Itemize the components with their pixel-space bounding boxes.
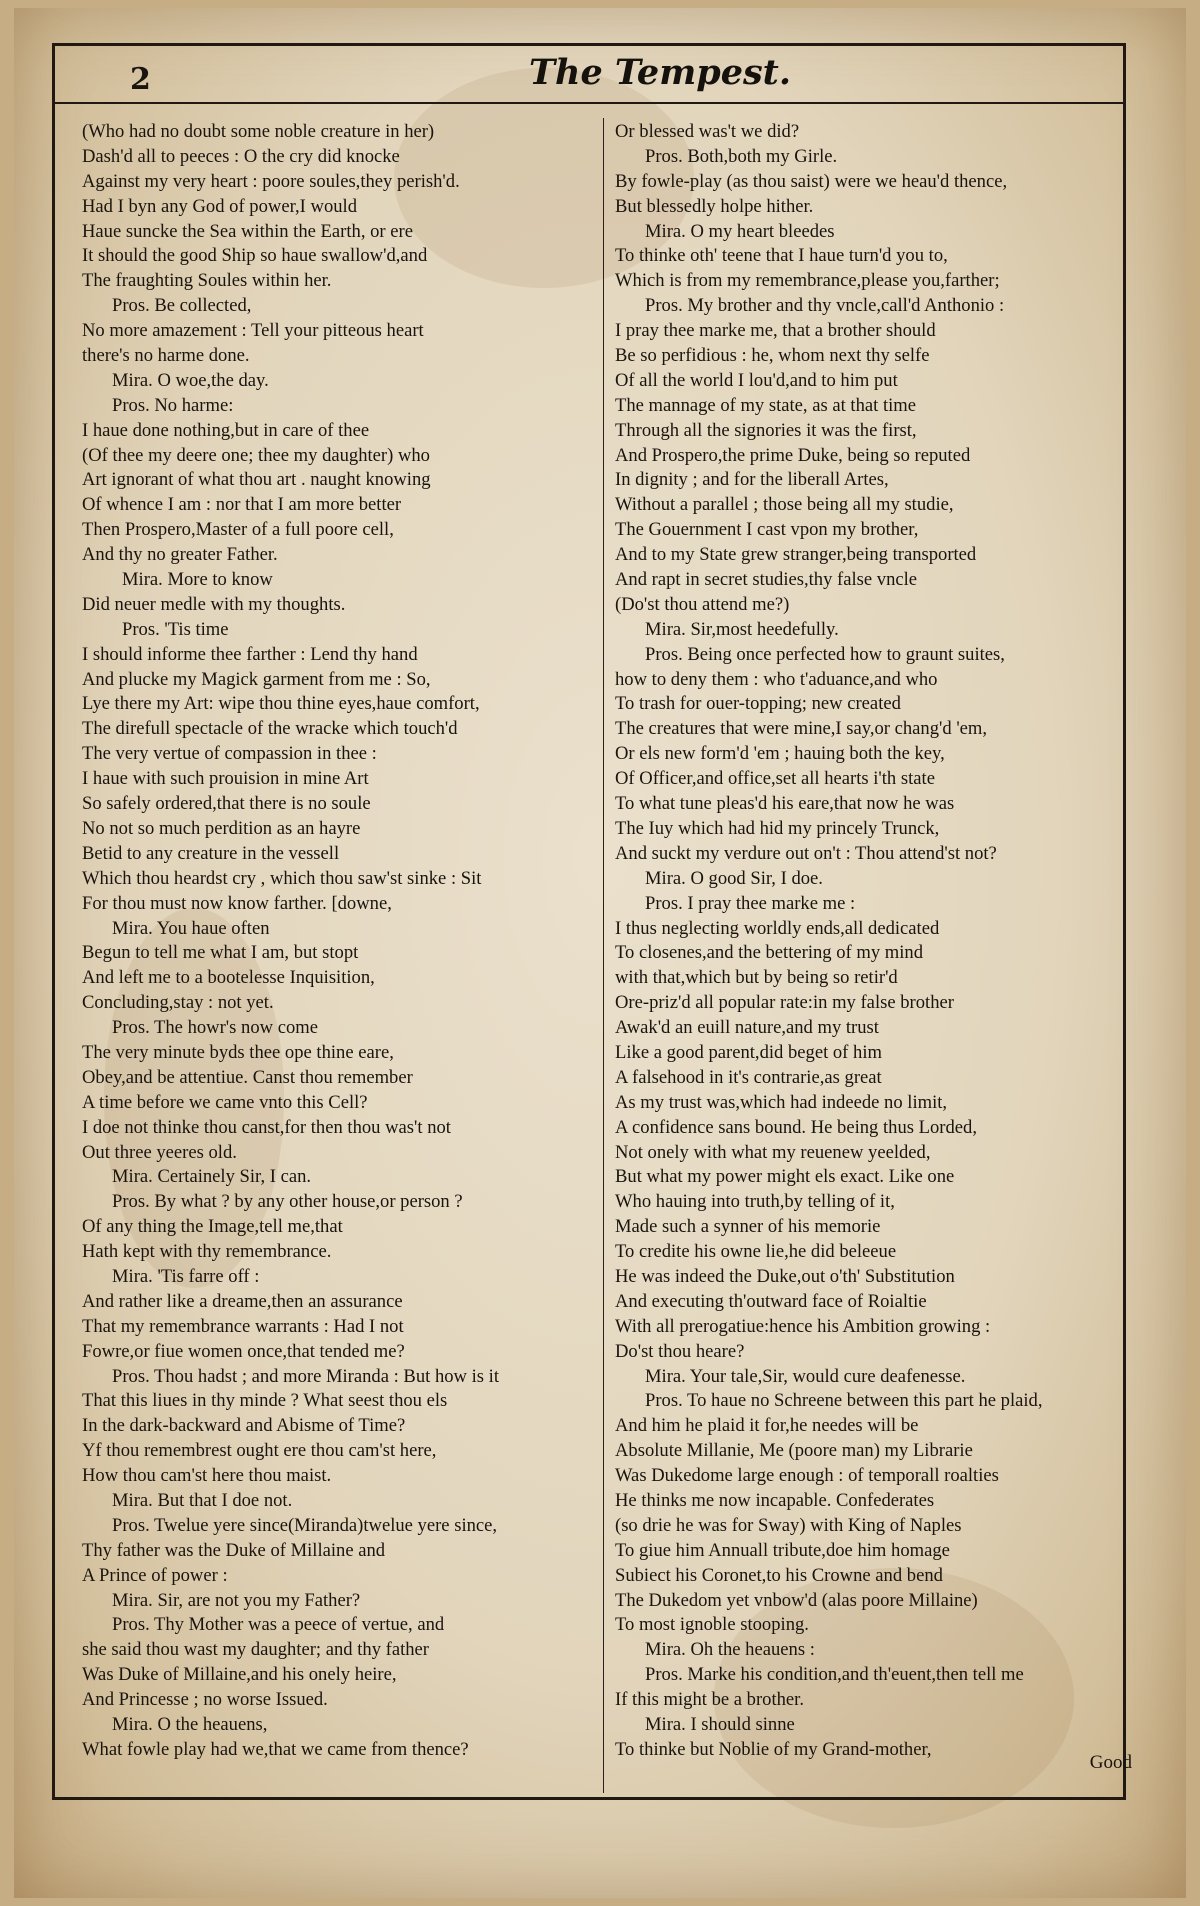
text-line: I doe not thinke thou canst,for then thou was't not bbox=[82, 1116, 451, 1138]
text-line: A Prince of power : bbox=[82, 1564, 228, 1586]
text-line: Pros. To haue no Schreene between this part he plaid, bbox=[645, 1390, 1043, 1412]
text-line: Not onely with what my reuenew yeelded, bbox=[615, 1141, 931, 1163]
text-line: how to deny them : who t'aduance,and who bbox=[615, 668, 938, 690]
text-line: The Gouernment I cast vpon my brother, bbox=[615, 519, 919, 541]
text-line: Was Dukedome large enough : of temporall roalties bbox=[615, 1465, 999, 1487]
text-line: Pros. No harme: bbox=[112, 394, 234, 416]
text-line: Who hauing into truth,by telling of it, bbox=[615, 1191, 895, 1213]
text-line: The creatures that were mine,I say,or chang'd 'em, bbox=[615, 718, 988, 740]
header-rule bbox=[52, 102, 1126, 104]
text-line: He thinks me now incapable. Confederates bbox=[615, 1489, 935, 1511]
text-line: Without a parallel ; those being all my studie, bbox=[615, 494, 954, 516]
text-line: Mira. O good Sir, I doe. bbox=[645, 867, 823, 889]
text-line: Was Duke of Millaine,and his onely heire, bbox=[82, 1664, 397, 1686]
text-line: there's no harme done. bbox=[82, 345, 250, 367]
text-line: with that,which but by being so retir'd bbox=[615, 967, 898, 989]
text-line: That my remembrance warrants : Had I not bbox=[82, 1315, 404, 1337]
text-line: Mira. But that I doe not. bbox=[112, 1489, 293, 1511]
text-line: Mira. 'Tis farre off : bbox=[112, 1265, 260, 1287]
text-line: Yf thou remembrest ought ere thou cam'st here, bbox=[82, 1440, 437, 1462]
text-line: And rather like a dreame,then an assurance bbox=[82, 1290, 403, 1312]
text-line: Pros. Being once perfected how to graunt suites, bbox=[645, 643, 1005, 665]
text-line: The fraughting Soules within her. bbox=[82, 270, 332, 292]
text-line: The mannage of my state, as at that time bbox=[615, 394, 917, 416]
text-line: Hath kept with thy remembrance. bbox=[82, 1241, 332, 1263]
text-line: And Prospero,the prime Duke, being so reputed bbox=[615, 444, 971, 466]
text-line: As my trust was,which had indeede no limit, bbox=[615, 1091, 948, 1113]
text-line: Of Officer,and office,set all hearts i'th state bbox=[615, 768, 935, 790]
text-line: Ore-priz'd all popular rate:in my false brother bbox=[615, 992, 954, 1014]
text-line: The very minute byds thee ope thine eare, bbox=[82, 1041, 394, 1063]
text-line: Pros. My brother and thy vncle,call'd Anthonio : bbox=[645, 295, 1005, 317]
text-line: Art ignorant of what thou art . naught knowing bbox=[82, 469, 431, 491]
text-line: Do'st thou heare? bbox=[615, 1340, 745, 1362]
left-column bbox=[82, 120, 607, 1763]
text-line: What fowle play had we,that we came from thence? bbox=[82, 1738, 469, 1760]
text-line: she said thou wast my daughter; and thy father bbox=[82, 1639, 429, 1661]
text-line: Mira. You haue often bbox=[112, 917, 270, 939]
text-line: Against my very heart : poore soules,they perish'd. bbox=[82, 170, 460, 192]
text-line: Betid to any creature in the vessell bbox=[82, 842, 340, 864]
text-line: Be so perfidious : he, whom next thy selfe bbox=[615, 345, 930, 367]
text-line: In dignity ; and for the liberall Artes, bbox=[615, 469, 889, 491]
text-line: No not so much perdition as an hayre bbox=[82, 817, 361, 839]
text-line: Which is from my remembrance,please you,farther; bbox=[615, 270, 1000, 292]
text-line: Mira. Oh the heauens : bbox=[645, 1639, 815, 1661]
text-line: Had I byn any God of power,I would bbox=[82, 195, 358, 217]
catchword: Good bbox=[1089, 1752, 1132, 1773]
right-column bbox=[615, 120, 1140, 1763]
text-line: Pros. By what ? by any other house,or person ? bbox=[112, 1191, 463, 1213]
text-line: Mira. Sir,most heedefully. bbox=[645, 618, 839, 640]
text-line: Or blessed was't we did? bbox=[615, 121, 800, 142]
text-line: Pros. 'Tis time bbox=[122, 618, 229, 640]
text-line: And left me to a bootelesse Inquisition, bbox=[82, 967, 375, 989]
text-line: I thus neglecting worldly ends,all dedicated bbox=[615, 917, 940, 939]
text-line: (Do'st thou attend me?) bbox=[615, 593, 790, 615]
text-line: I should informe thee farther : Lend thy hand bbox=[82, 643, 418, 665]
text-line: Pros. Both,both my Girle. bbox=[645, 145, 838, 167]
text-line: Mira. O my heart bleedes bbox=[645, 220, 835, 242]
text-line: (so drie he was for Sway) with King of Naples bbox=[615, 1514, 962, 1536]
text-line: And Princesse ; no worse Issued. bbox=[82, 1689, 328, 1711]
text-line: Subiect his Coronet,to his Crowne and bend bbox=[615, 1564, 943, 1586]
text-line: Which thou heardst cry , which thou saw'st sinke : Sit bbox=[82, 867, 482, 889]
text-line: The direfull spectacle of the wracke which touch'd bbox=[82, 718, 458, 740]
text-line: Or els new form'd 'em ; hauing both the key, bbox=[615, 743, 945, 765]
text-line: Then Prospero,Master of a full poore cell, bbox=[82, 519, 394, 541]
text-line: Dash'd all to peeces : O the cry did knocke bbox=[82, 145, 400, 167]
text-line: And executing th'outward face of Roialtie bbox=[615, 1290, 927, 1312]
text-line: Fowre,or fiue women once,that tended me? bbox=[82, 1340, 405, 1362]
text-line: Through all the signories it was the first, bbox=[615, 419, 917, 441]
text-line: A falsehood in it's contrarie,as great bbox=[615, 1066, 882, 1088]
text-line: To thinke oth' teene that I haue turn'd you to, bbox=[615, 245, 948, 267]
text-line: Made such a synner of his memorie bbox=[615, 1216, 881, 1238]
text-line: Pros. Be collected, bbox=[112, 295, 252, 317]
text-line: Did neuer medle with my thoughts. bbox=[82, 593, 346, 615]
text-line: Pros. Marke his condition,and th'euent,then tell me bbox=[645, 1664, 1024, 1686]
text-line: But blessedly holpe hither. bbox=[615, 195, 814, 217]
text-line: To closenes,and the bettering of my mind bbox=[615, 942, 924, 964]
text-line: And to my State grew stranger,being transported bbox=[615, 544, 977, 566]
text-line: Mira. O woe,the day. bbox=[112, 369, 269, 391]
text-line: Pros. Thy Mother was a peece of vertue, and bbox=[112, 1614, 445, 1636]
text-line: Mira. Certainely Sir, I can. bbox=[112, 1166, 312, 1188]
text-line: And him he plaid it for,he needes will be bbox=[615, 1415, 919, 1437]
text-line: In the dark-backward and Abisme of Time? bbox=[82, 1415, 406, 1437]
text-line: Like a good parent,did beget of him bbox=[615, 1041, 882, 1063]
text-line: And rapt in secret studies,thy false vncle bbox=[615, 569, 918, 591]
text-line: With all prerogatiue:hence his Ambition growing : bbox=[615, 1315, 991, 1337]
running-title: The Tempest. bbox=[528, 52, 792, 93]
text-line: No more amazement : Tell your pitteous heart bbox=[82, 320, 424, 342]
text-line: Of any thing the Image,tell me,that bbox=[82, 1216, 343, 1238]
text-line: Mira. I should sinne bbox=[645, 1714, 795, 1735]
text-line: Mira. Sir, are not you my Father? bbox=[112, 1589, 361, 1611]
text-line: Begun to tell me what I am, but stopt bbox=[82, 942, 359, 964]
text-line: It should the good Ship so haue swallow'd,and bbox=[82, 245, 428, 267]
text-line: To credite his owne lie,he did beleeue bbox=[615, 1241, 897, 1263]
text-line: Of all the world I lou'd,and to him put bbox=[615, 369, 898, 391]
text-line: By fowle-play (as thou saist) were we heau'd thence, bbox=[615, 170, 1008, 192]
text-line: Out three yeeres old. bbox=[82, 1141, 237, 1163]
text-line: Awak'd an euill nature,and my trust bbox=[615, 1017, 879, 1039]
text-line: That this liues in thy minde ? What seest thou els bbox=[82, 1390, 448, 1412]
text-line: And suckt my verdure out on't : Thou attend'st not? bbox=[615, 842, 997, 864]
text-line: For thou must now know farther. [downe, bbox=[82, 892, 392, 914]
text-line: He was indeed the Duke,out o'th' Substitution bbox=[615, 1265, 955, 1287]
text-line: Mira. O the heauens, bbox=[112, 1714, 268, 1735]
text-line: A time before we came vnto this Cell? bbox=[82, 1091, 368, 1113]
text-line: Mira. Your tale,Sir, would cure deafenesse. bbox=[645, 1365, 966, 1387]
text-line: Lye there my Art: wipe thou thine eyes,haue comfort, bbox=[82, 693, 480, 715]
text-line: Pros. The howr's now come bbox=[112, 1017, 318, 1039]
text-line: The Iuy which had hid my princely Trunck, bbox=[615, 817, 940, 839]
text-line: (Who had no doubt some noble creature in her) bbox=[82, 121, 435, 142]
text-line: Obey,and be attentiue. Canst thou remember bbox=[82, 1066, 413, 1088]
text-line: To what tune pleas'd his eare,that now he was bbox=[615, 793, 955, 815]
text-line: Pros. Thou hadst ; and more Miranda : But how is it bbox=[112, 1365, 500, 1387]
text-line: And thy no greater Father. bbox=[82, 544, 278, 566]
text-line: How thou cam'st here thou maist. bbox=[82, 1465, 332, 1487]
text-line: Haue suncke the Sea within the Earth, or ere bbox=[82, 220, 413, 242]
text-line: Thy father was the Duke of Millaine and bbox=[82, 1539, 386, 1561]
text-line: I pray thee marke me, that a brother should bbox=[615, 320, 936, 342]
text-line: To trash for ouer-topping; new created bbox=[615, 693, 901, 715]
text-line: To thinke but Noblie of my Grand-mother, bbox=[615, 1738, 932, 1760]
text-line: A confidence sans bound. He being thus Lorded, bbox=[615, 1116, 977, 1138]
text-line: So safely ordered,that there is no soule bbox=[82, 793, 371, 815]
page-number: 2 bbox=[130, 62, 151, 97]
text-line: The Dukedom yet vnbow'd (alas poore Millaine) bbox=[615, 1589, 978, 1611]
text-line: Of whence I am : nor that I am more better bbox=[82, 494, 402, 516]
text-line: To giue him Annuall tribute,doe him homage bbox=[615, 1539, 950, 1561]
text-line: I haue with such prouision in mine Art bbox=[82, 768, 369, 790]
text-line: To most ignoble stooping. bbox=[615, 1614, 809, 1636]
text-line: If this might be a brother. bbox=[615, 1689, 804, 1711]
text-line: I haue done nothing,but in care of thee bbox=[82, 419, 370, 441]
text-line: Concluding,stay : not yet. bbox=[82, 992, 274, 1014]
text-line: Pros. Twelue yere since(Miranda)twelue yere since, bbox=[112, 1514, 498, 1536]
text-line: But what my power might els exact. Like one bbox=[615, 1166, 955, 1188]
text-line: Absolute Millanie, Me (poore man) my Librarie bbox=[615, 1440, 973, 1462]
text-line: (Of thee my deere one; thee my daughter) who bbox=[82, 444, 430, 466]
text-line: Mira. More to know bbox=[122, 569, 273, 591]
text-line: The very vertue of compassion in thee : bbox=[82, 743, 377, 765]
text-line: And plucke my Magick garment from me : So, bbox=[82, 668, 431, 690]
text-line: Pros. I pray thee marke me : bbox=[645, 892, 856, 914]
